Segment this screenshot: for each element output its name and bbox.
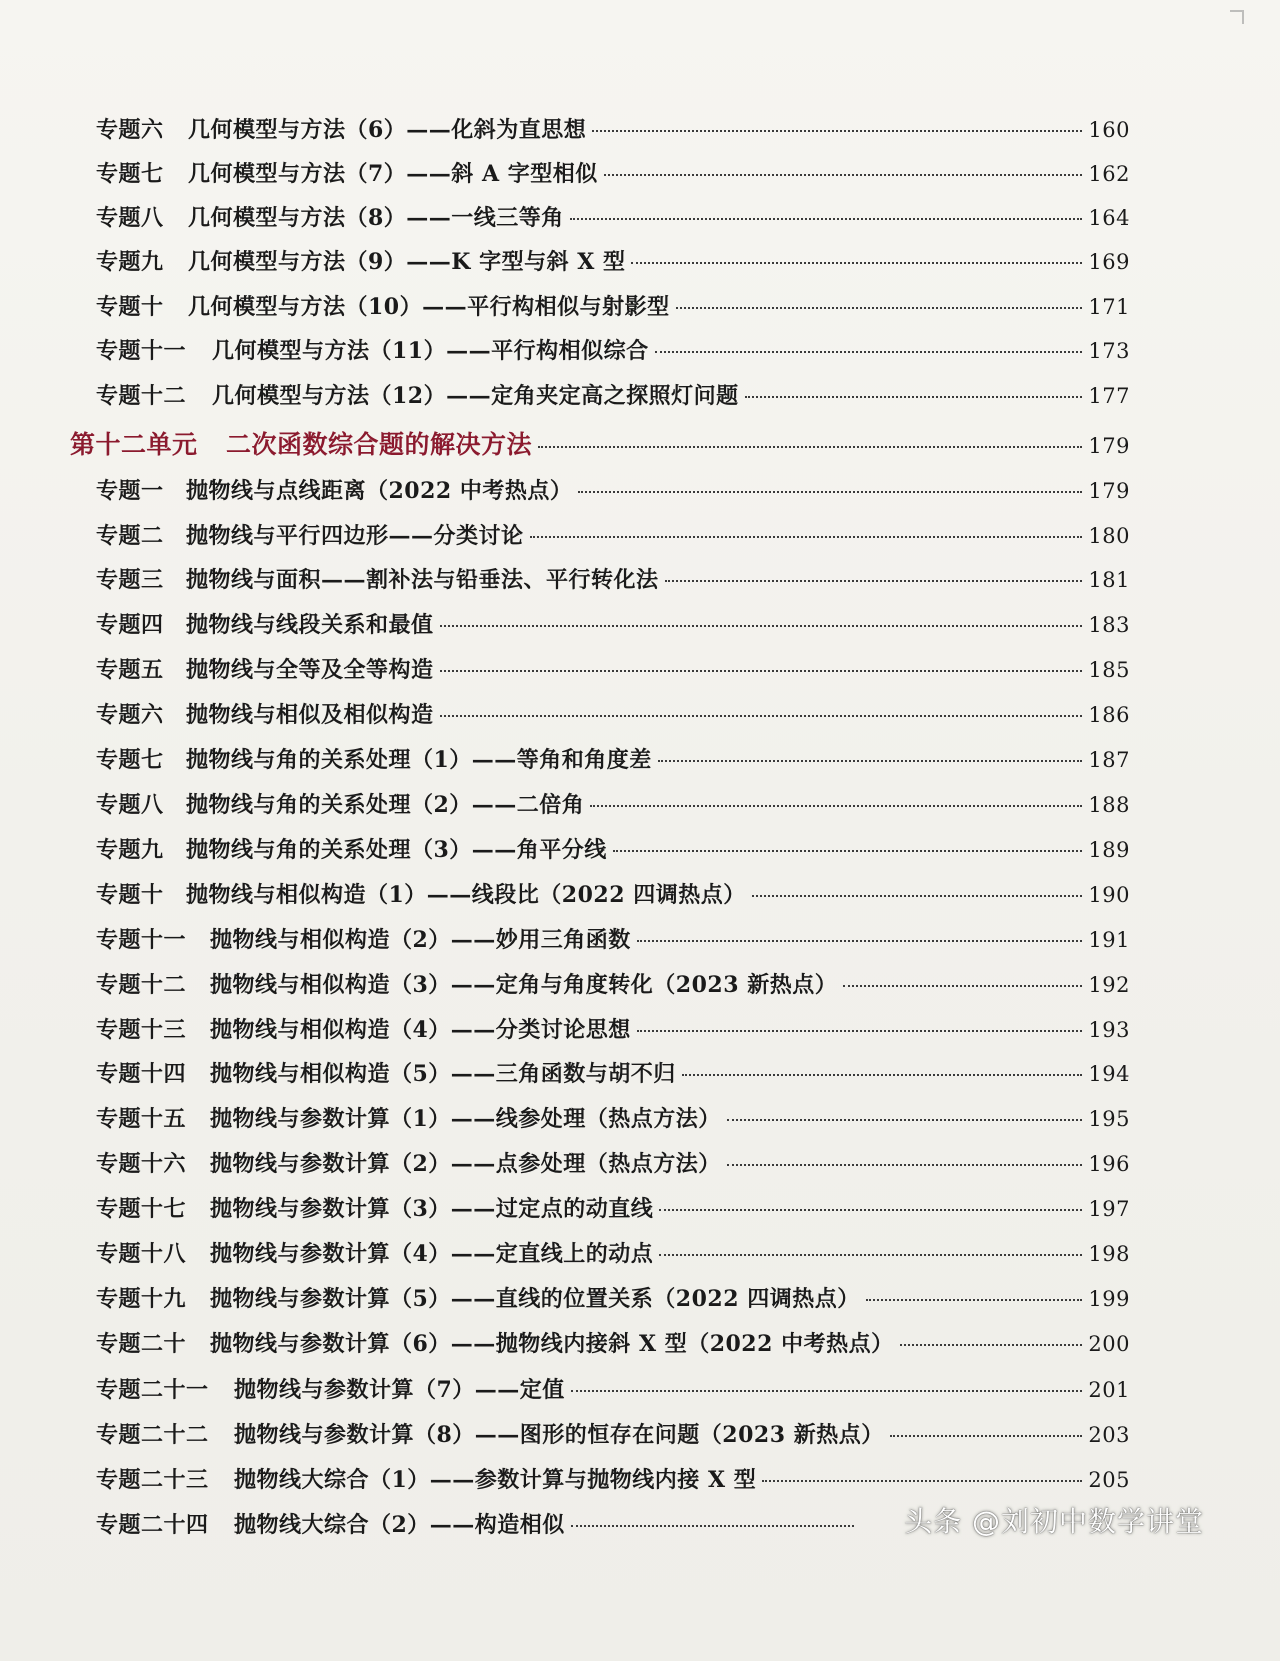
- toc-entry-page: 162: [1088, 162, 1130, 186]
- toc-entry[interactable]: [96, 833, 1130, 864]
- toc-entry-page: 198: [1088, 1242, 1130, 1266]
- toc-entry[interactable]: [96, 1418, 1130, 1449]
- unit-heading-page: 179: [1088, 434, 1130, 458]
- toc-entry-label: 专题二十一: [96, 1377, 209, 1403]
- toc-entry[interactable]: [96, 290, 1130, 321]
- toc-entry-label: 专题七: [96, 747, 164, 773]
- toc-entry-title: 抛物线与相似构造（2）——妙用三角函数: [210, 927, 631, 953]
- toc-entry-label: 专题十: [96, 882, 164, 908]
- unit-heading[interactable]: [70, 425, 1130, 461]
- dot-leader: [631, 262, 1082, 264]
- toc-entry-title: 抛物线与全等及全等构造: [186, 657, 434, 683]
- toc-entry[interactable]: [96, 1013, 1130, 1044]
- dot-leader: [571, 1390, 1083, 1392]
- toc-entry-page: 171: [1088, 295, 1130, 319]
- toc-entry[interactable]: [96, 788, 1130, 819]
- toc-entry-page: 169: [1088, 250, 1130, 274]
- toc-entry-title: 抛物线与参数计算（4）——定直线上的动点: [210, 1241, 654, 1267]
- toc-entry-title: 抛物线与参数计算（8）——图形的恒存在问题（2023 新热点）: [234, 1422, 884, 1448]
- dot-leader: [727, 1164, 1083, 1166]
- dot-leader: [440, 715, 1083, 717]
- toc-entry-page: 173: [1088, 339, 1130, 363]
- toc-entry-title: 抛物线与参数计算（3）——过定点的动直线: [210, 1196, 654, 1222]
- toc-entry[interactable]: [96, 474, 1130, 505]
- toc-entry-title: 抛物线与线段关系和最值: [186, 612, 434, 638]
- toc-entry-title: 抛物线与角的关系处理（1）——等角和角度差: [186, 747, 652, 773]
- toc-entry-page: 193: [1088, 1018, 1130, 1042]
- toc-entry-title: 几何模型与方法（7）——斜 A 字型相似: [188, 161, 598, 187]
- dot-leader: [900, 1344, 1083, 1346]
- dot-leader: [530, 536, 1083, 538]
- toc-entry-label: 专题九: [96, 249, 164, 275]
- toc-entry-label: 专题十七: [96, 1196, 187, 1222]
- toc-entry-page: 201: [1088, 1378, 1130, 1402]
- toc-entry-title: 抛物线大综合（1）——参数计算与抛物线内接 X 型: [234, 1467, 757, 1493]
- toc-entry-title: 几何模型与方法（6）——化斜为直思想: [188, 117, 587, 143]
- toc-entry-label: 专题十三: [96, 1017, 187, 1043]
- toc-entry-page: 195: [1088, 1107, 1130, 1131]
- corner-mark: [1230, 10, 1244, 24]
- toc-entry[interactable]: [96, 1508, 860, 1539]
- toc-entry-title: 抛物线与参数计算（6）——抛物线内接斜 X 型（2022 中考热点）: [210, 1331, 894, 1357]
- toc-entry[interactable]: [96, 519, 1130, 550]
- toc-entry-page: 200: [1088, 1332, 1130, 1356]
- toc-entry[interactable]: [96, 113, 1130, 144]
- dot-leader: [752, 895, 1083, 897]
- toc-entry-title: 抛物线与点线距离（2022 中考热点）: [186, 478, 573, 504]
- toc-entry[interactable]: [96, 1192, 1130, 1223]
- toc-entry[interactable]: [96, 1147, 1130, 1178]
- dot-leader: [571, 1525, 854, 1527]
- dot-leader: [590, 805, 1082, 807]
- dot-leader: [440, 670, 1083, 672]
- toc-entry-page: 197: [1088, 1197, 1130, 1221]
- dot-leader: [592, 130, 1082, 132]
- toc-entry[interactable]: [96, 1057, 1130, 1088]
- toc-entry-page: 160: [1088, 118, 1130, 142]
- toc-entry[interactable]: [96, 608, 1130, 639]
- toc-entry-page: 179: [1088, 479, 1130, 503]
- toc-entry-page: 196: [1088, 1152, 1130, 1176]
- dot-leader: [665, 580, 1083, 582]
- toc-entry-label: 专题九: [96, 837, 164, 863]
- dot-leader: [682, 1074, 1083, 1076]
- toc-entry-title: 几何模型与方法（11）——平行构相似综合: [212, 338, 649, 364]
- dot-leader: [843, 985, 1082, 987]
- dot-leader: [762, 1480, 1082, 1482]
- toc-entry-title: 抛物线与相似构造（4）——分类讨论思想: [210, 1017, 631, 1043]
- toc-entry-page: 203: [1088, 1423, 1130, 1447]
- toc-entry[interactable]: [96, 563, 1130, 594]
- toc-entry-label: 专题八: [96, 205, 164, 231]
- toc-entry[interactable]: [96, 878, 1130, 909]
- dot-leader: [637, 940, 1083, 942]
- toc-entry-label: 专题二: [96, 523, 164, 549]
- toc-entry-label: 专题六: [96, 117, 164, 143]
- toc-entry-page: 177: [1088, 384, 1130, 408]
- toc-entry-label: 专题二十二: [96, 1422, 209, 1448]
- toc-entry-title: 抛物线与角的关系处理（2）——二倍角: [186, 792, 585, 818]
- toc-entry-page: 199: [1088, 1287, 1130, 1311]
- dot-leader: [655, 351, 1083, 353]
- toc-entry[interactable]: [96, 1373, 1130, 1404]
- toc-entry[interactable]: [96, 245, 1130, 276]
- toc-entry[interactable]: [96, 334, 1130, 365]
- toc-entry-page: 186: [1088, 703, 1130, 727]
- toc-entry-label: 专题五: [96, 657, 164, 683]
- toc-entry-title: 抛物线与相似构造（5）——三角函数与胡不归: [210, 1061, 676, 1087]
- toc-entry-label: 专题十四: [96, 1061, 187, 1087]
- dot-leader: [866, 1299, 1083, 1301]
- unit-heading-title: 二次函数综合题的解决方法: [226, 430, 533, 459]
- dot-leader: [637, 1030, 1083, 1032]
- toc-entry[interactable]: [96, 1282, 1130, 1313]
- toc-entry-page: 191: [1088, 928, 1130, 952]
- toc-entry-title: 抛物线与面积——割补法与铅垂法、平行转化法: [186, 567, 659, 593]
- toc-entry-page: 187: [1088, 748, 1130, 772]
- toc-entry-page: 205: [1088, 1468, 1130, 1492]
- dot-leader: [890, 1435, 1083, 1437]
- toc-entry-label: 专题六: [96, 702, 164, 728]
- dot-leader: [659, 1209, 1082, 1211]
- toc-entry-label: 专题二十三: [96, 1467, 209, 1493]
- toc-entry-label: 专题一: [96, 478, 164, 504]
- dot-leader: [676, 307, 1083, 309]
- toc-entry-page: 194: [1088, 1062, 1130, 1086]
- dot-leader: [659, 1254, 1082, 1256]
- toc-entry[interactable]: [96, 1463, 1130, 1494]
- toc-entry-label: 专题十: [96, 294, 164, 320]
- toc-entry-page: 188: [1088, 793, 1130, 817]
- toc-entry-title: 几何模型与方法（12）——定角夹定高之探照灯问题: [212, 383, 739, 409]
- toc-entry-title: 抛物线与参数计算（2）——点参处理（热点方法）: [210, 1151, 721, 1177]
- toc-entry-title: 抛物线与平行四边形——分类讨论: [186, 523, 524, 549]
- dot-leader: [570, 218, 1083, 220]
- dot-leader: [538, 446, 1082, 448]
- toc-entry-title: 抛物线大综合（2）——构造相似: [234, 1512, 565, 1538]
- toc-entry[interactable]: [96, 653, 1130, 684]
- toc-entry-label: 专题十二: [96, 383, 187, 409]
- dot-leader: [604, 174, 1083, 176]
- toc-entry-page: 164: [1088, 206, 1130, 230]
- toc-entry[interactable]: [96, 968, 1130, 999]
- toc-entry-title: 抛物线与相似构造（1）——线段比（2022 四调热点）: [186, 882, 746, 908]
- toc-entry-label: 专题十二: [96, 972, 187, 998]
- toc-entry-title: 抛物线与参数计算（1）——线参处理（热点方法）: [210, 1106, 721, 1132]
- toc-entry-label: 专题十六: [96, 1151, 187, 1177]
- toc-entry-title: 几何模型与方法（10）——平行构相似与射影型: [188, 294, 670, 320]
- toc-entry-page: 183: [1088, 613, 1130, 637]
- toc-entry-page: 189: [1088, 838, 1130, 862]
- toc-entry[interactable]: [96, 698, 1130, 729]
- toc-entry-label: 专题四: [96, 612, 164, 638]
- toc-entry-page: 181: [1088, 568, 1130, 592]
- toc-entry-label: 专题十五: [96, 1106, 187, 1132]
- toc-entry-label: 专题七: [96, 161, 164, 187]
- toc-entry-title: 抛物线与参数计算（5）——直线的位置关系（2022 四调热点）: [210, 1286, 860, 1312]
- toc-entry[interactable]: [96, 743, 1130, 774]
- toc-entry-title: 抛物线与相似构造（3）——定角与角度转化（2023 新热点）: [210, 972, 838, 998]
- toc-entry-title: 几何模型与方法（9）——K 字型与斜 X 型: [188, 249, 626, 275]
- dot-leader: [727, 1119, 1083, 1121]
- toc-entry-page: 192: [1088, 973, 1130, 997]
- toc-entry-page: 180: [1088, 524, 1130, 548]
- toc-entry[interactable]: [96, 157, 1130, 188]
- toc-entry[interactable]: [96, 1237, 1130, 1268]
- toc-entry-label: 专题三: [96, 567, 164, 593]
- toc-entry-label: 专题二十: [96, 1331, 187, 1357]
- toc-entry[interactable]: [96, 201, 1130, 232]
- watermark-text: 头条 @刘初中数学讲堂: [904, 1505, 1204, 1538]
- dot-leader: [578, 491, 1082, 493]
- toc-entry-title: 几何模型与方法（8）——一线三等角: [188, 205, 564, 231]
- toc-entry-label: 专题十一: [96, 927, 187, 953]
- toc-entry-title: 抛物线与相似及相似构造: [186, 702, 434, 728]
- unit-heading-label: 第十二单元: [70, 430, 198, 459]
- toc-entry[interactable]: [96, 379, 1130, 410]
- dot-leader: [613, 850, 1083, 852]
- toc-entry-label: 专题八: [96, 792, 164, 818]
- toc-entry[interactable]: [96, 923, 1130, 954]
- dot-leader: [745, 396, 1083, 398]
- toc-entry-page: 190: [1088, 883, 1130, 907]
- toc-entry-title: 抛物线与角的关系处理（3）——角平分线: [186, 837, 607, 863]
- toc-entry-label: 专题十八: [96, 1241, 187, 1267]
- toc-entry-title: 抛物线与参数计算（7）——定值: [234, 1377, 565, 1403]
- toc-entry[interactable]: [96, 1102, 1130, 1133]
- dot-leader: [440, 625, 1083, 627]
- toc-entry-label: 专题十九: [96, 1286, 187, 1312]
- dot-leader: [658, 760, 1083, 762]
- toc-entry-label: 专题二十四: [96, 1512, 209, 1538]
- toc-entry[interactable]: [96, 1327, 1130, 1358]
- toc-entry-page: 185: [1088, 658, 1130, 682]
- toc-entry-label: 专题十一: [96, 338, 187, 364]
